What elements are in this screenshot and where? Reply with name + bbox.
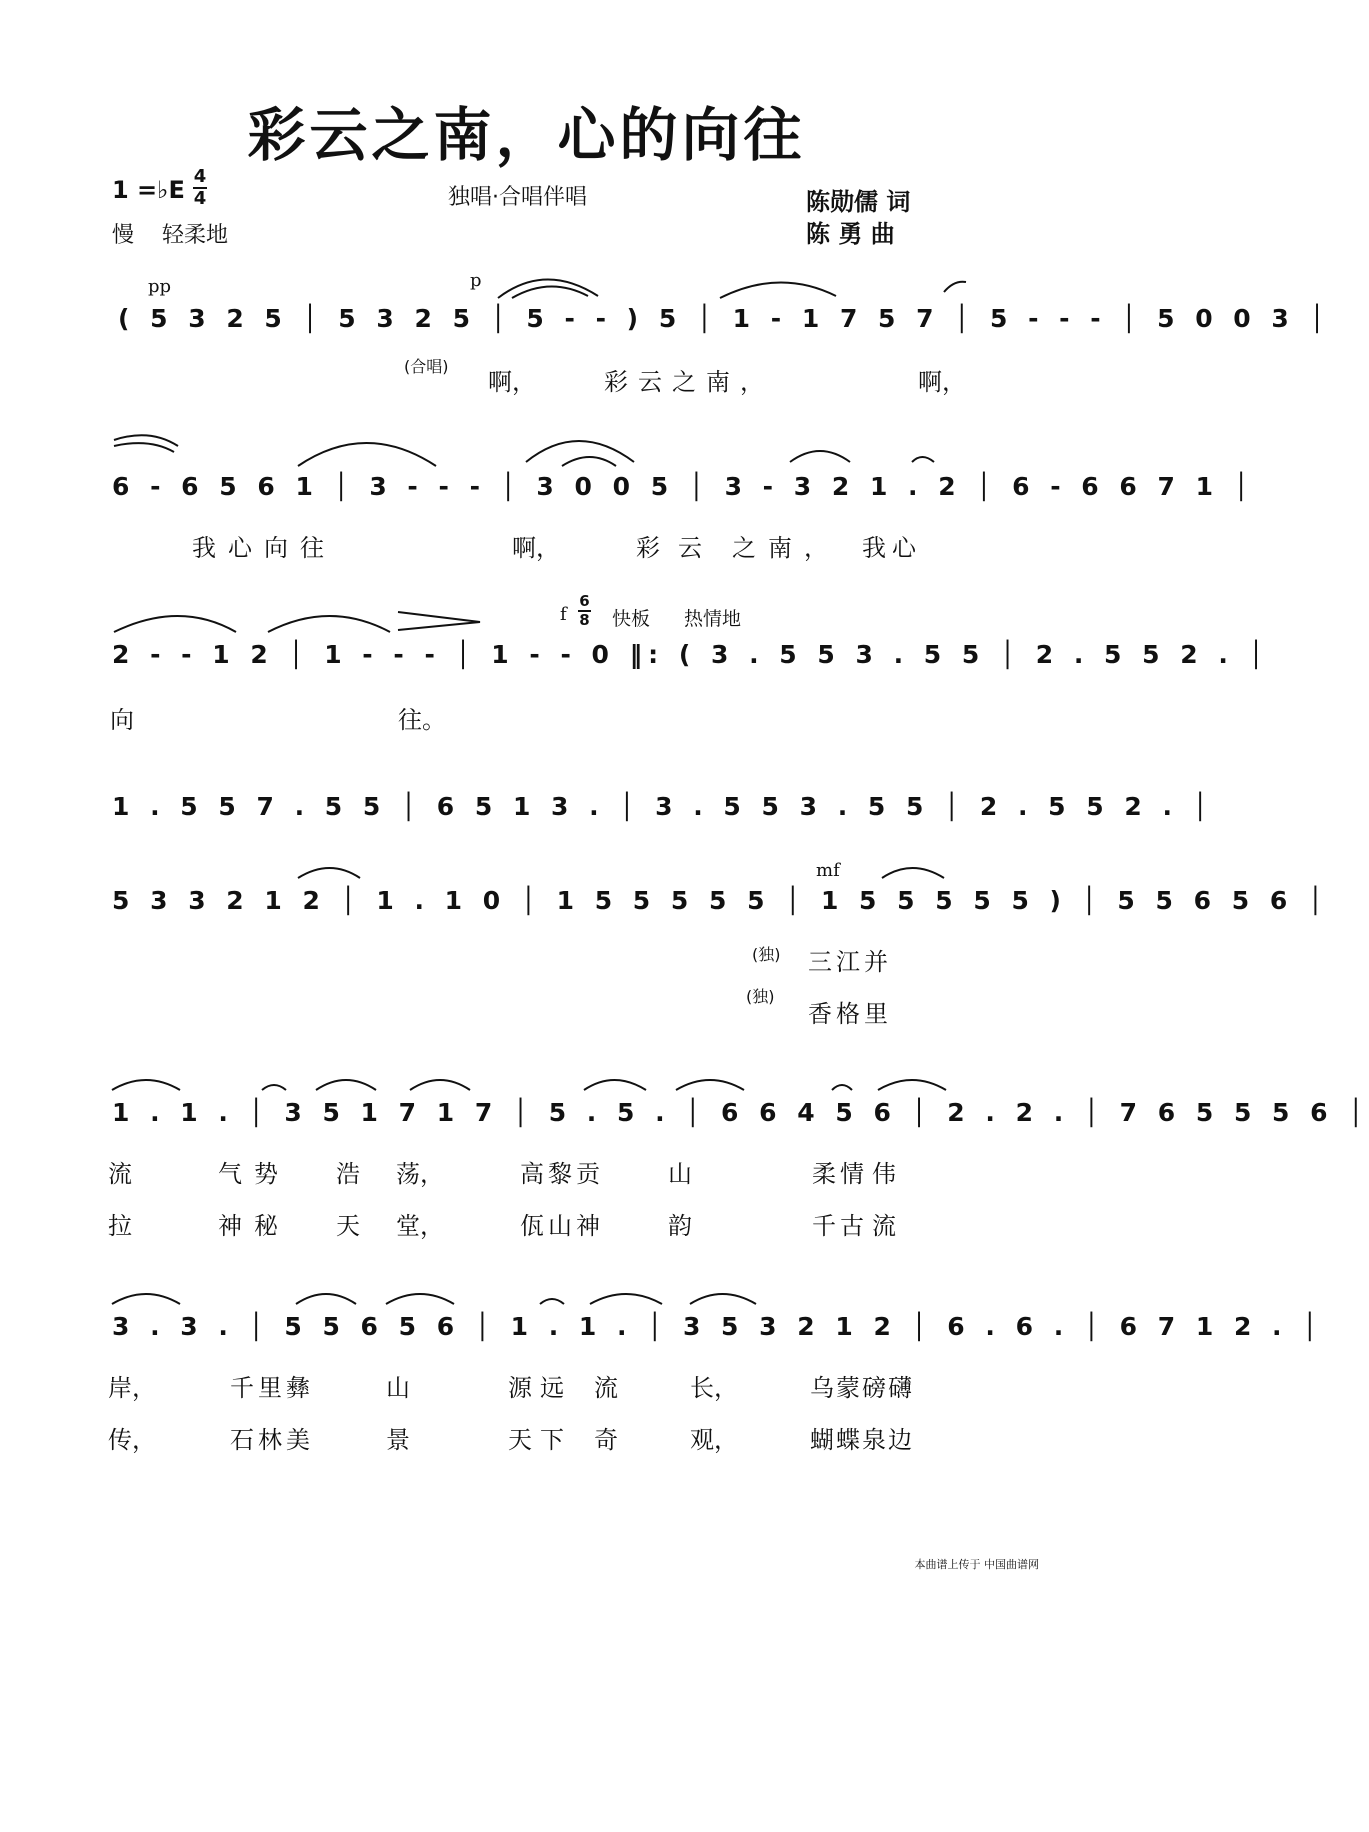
lyric-text: 韵 xyxy=(668,1212,692,1240)
lyric-text: 千里彝 xyxy=(230,1374,314,1402)
notation-row: 3 . 3 . │ 5 5 6 5 6 │ 1 . 1 . │ 3 5 3 2 1 2 │ 6 . 6 . │ 6 7 1 2 . │ xyxy=(112,1312,1324,1341)
section-time-numerator: 6 xyxy=(579,592,590,610)
time-numerator: 4 xyxy=(193,166,207,187)
section-tempo: 快板 xyxy=(612,608,651,630)
lyric-text: 之南， xyxy=(732,534,840,562)
footer-credit: 本曲谱上传于 中国曲谱网 xyxy=(914,1558,1039,1571)
dynamic-p: p xyxy=(470,270,482,291)
expression-mark: 轻柔地 xyxy=(162,223,229,248)
notation-row: ( 5 3 2 5 │ 5 3 2 5 │ 5 - - ) 5 │ 1 - 1 7 5 7 │ 5 - - - │ 5 0 0 3 │ xyxy=(118,304,1331,333)
lyric-text: 我心向往 xyxy=(192,534,336,562)
composer-credit: 陈 勇 曲 xyxy=(806,220,895,248)
lyric-text: 传， xyxy=(108,1426,156,1454)
dynamic-mf: mf xyxy=(816,860,840,881)
tempo-word: 慢 xyxy=(112,223,135,248)
lyric-text: 我心 xyxy=(862,534,922,562)
part-label-chorus: (合唱) xyxy=(404,357,449,376)
lyric-text: 浩 xyxy=(336,1160,360,1188)
lyric-text: 气势 xyxy=(218,1160,290,1188)
lyric-text: 神秘 xyxy=(218,1212,290,1240)
lyric-text: 香格里 xyxy=(808,1000,892,1028)
lyric-text: 石林美 xyxy=(230,1426,314,1454)
lyric-text: 千古 xyxy=(812,1212,868,1240)
notation-row: 5 3 3 2 1 2 │ 1 . 1 0 │ 1 5 5 5 5 5 │ 1 5 5 5 5 5 ) │ 5 5 6 5 6 │ xyxy=(112,886,1329,915)
lyric-text: 山 xyxy=(668,1160,692,1188)
notation-row: 1 . 1 . │ 3 5 1 7 1 7 │ 5 . 5 . │ 6 6 4 5 6 │ 2 . 2 . │ 7 6 5 5 5 6 │ xyxy=(112,1098,1369,1127)
lyric-text: 乌蒙磅礴 xyxy=(810,1374,914,1402)
lyric-text: 流 xyxy=(108,1160,132,1188)
lyric-text: 彩云之南， xyxy=(604,368,774,396)
lyric-text: 流 xyxy=(594,1374,618,1402)
part-label-solo-1: (独) xyxy=(752,945,781,964)
time-denominator: 4 xyxy=(193,188,207,209)
lyric-text: 彩云 xyxy=(636,534,720,562)
lyric-text: 伟 xyxy=(872,1160,896,1188)
lyric-text: 堂， xyxy=(396,1212,444,1240)
lyric-text: 荡， xyxy=(396,1160,444,1188)
performance-note: 独唱·合唱伴唱 xyxy=(448,185,587,210)
lyric-text: 天 xyxy=(336,1212,360,1240)
part-label-solo-2: (独) xyxy=(746,987,775,1006)
lyric-text: 观， xyxy=(690,1426,738,1454)
lyric-text: 高黎贡 xyxy=(520,1160,604,1188)
lyric-text: 啊， xyxy=(918,368,966,396)
key-signature: 1 =♭E xyxy=(112,176,185,204)
dynamic-f: f xyxy=(560,604,567,625)
page-title: 彩云之南，心的向往 xyxy=(247,101,806,169)
lyricist-credit: 陈勋儒 词 xyxy=(806,188,911,216)
lyric-text: 向 xyxy=(110,706,134,734)
lyric-text: 拉 xyxy=(108,1212,132,1240)
lyric-text: 流 xyxy=(872,1212,896,1240)
lyric-text: 岸， xyxy=(108,1374,156,1402)
lyric-text: 源远 xyxy=(508,1374,572,1402)
lyric-text: 天下 xyxy=(508,1426,572,1454)
lyric-text: 山 xyxy=(386,1374,410,1402)
lyric-text: 蝴蝶泉边 xyxy=(810,1426,914,1454)
lyric-text: 啊， xyxy=(512,534,560,562)
lyric-text: 佤山神 xyxy=(520,1212,604,1240)
lyric-text: 往。 xyxy=(398,706,446,734)
lyric-text: 奇 xyxy=(594,1426,618,1454)
section-expression: 热情地 xyxy=(684,608,742,630)
lyric-text: 三江并 xyxy=(808,948,892,976)
lyric-text: 景 xyxy=(386,1426,410,1454)
notation-row: 2 - - 1 2 │ 1 - - - │ 1 - - 0 ‖: ( 3 . 5 5 3 . 5 5 │ 2 . 5 5 2 . │ xyxy=(112,640,1270,669)
notation-row: 6 - 6 5 6 1 │ 3 - - - │ 3 0 0 5 │ 3 - 3 2 1 . 2 │ 6 - 6 6 7 1 │ xyxy=(112,472,1255,501)
dynamic-pp: pp xyxy=(148,276,172,297)
lyric-text: 柔情 xyxy=(812,1160,868,1188)
section-time-denominator: 8 xyxy=(579,611,590,629)
notation-row: 1 . 5 5 7 . 5 5 │ 6 5 1 3 . │ 3 . 5 5 3 . 5 5 │ 2 . 5 5 2 . │ xyxy=(112,792,1214,821)
lyric-text: 啊， xyxy=(488,368,536,396)
lyric-text: 长， xyxy=(690,1374,738,1402)
